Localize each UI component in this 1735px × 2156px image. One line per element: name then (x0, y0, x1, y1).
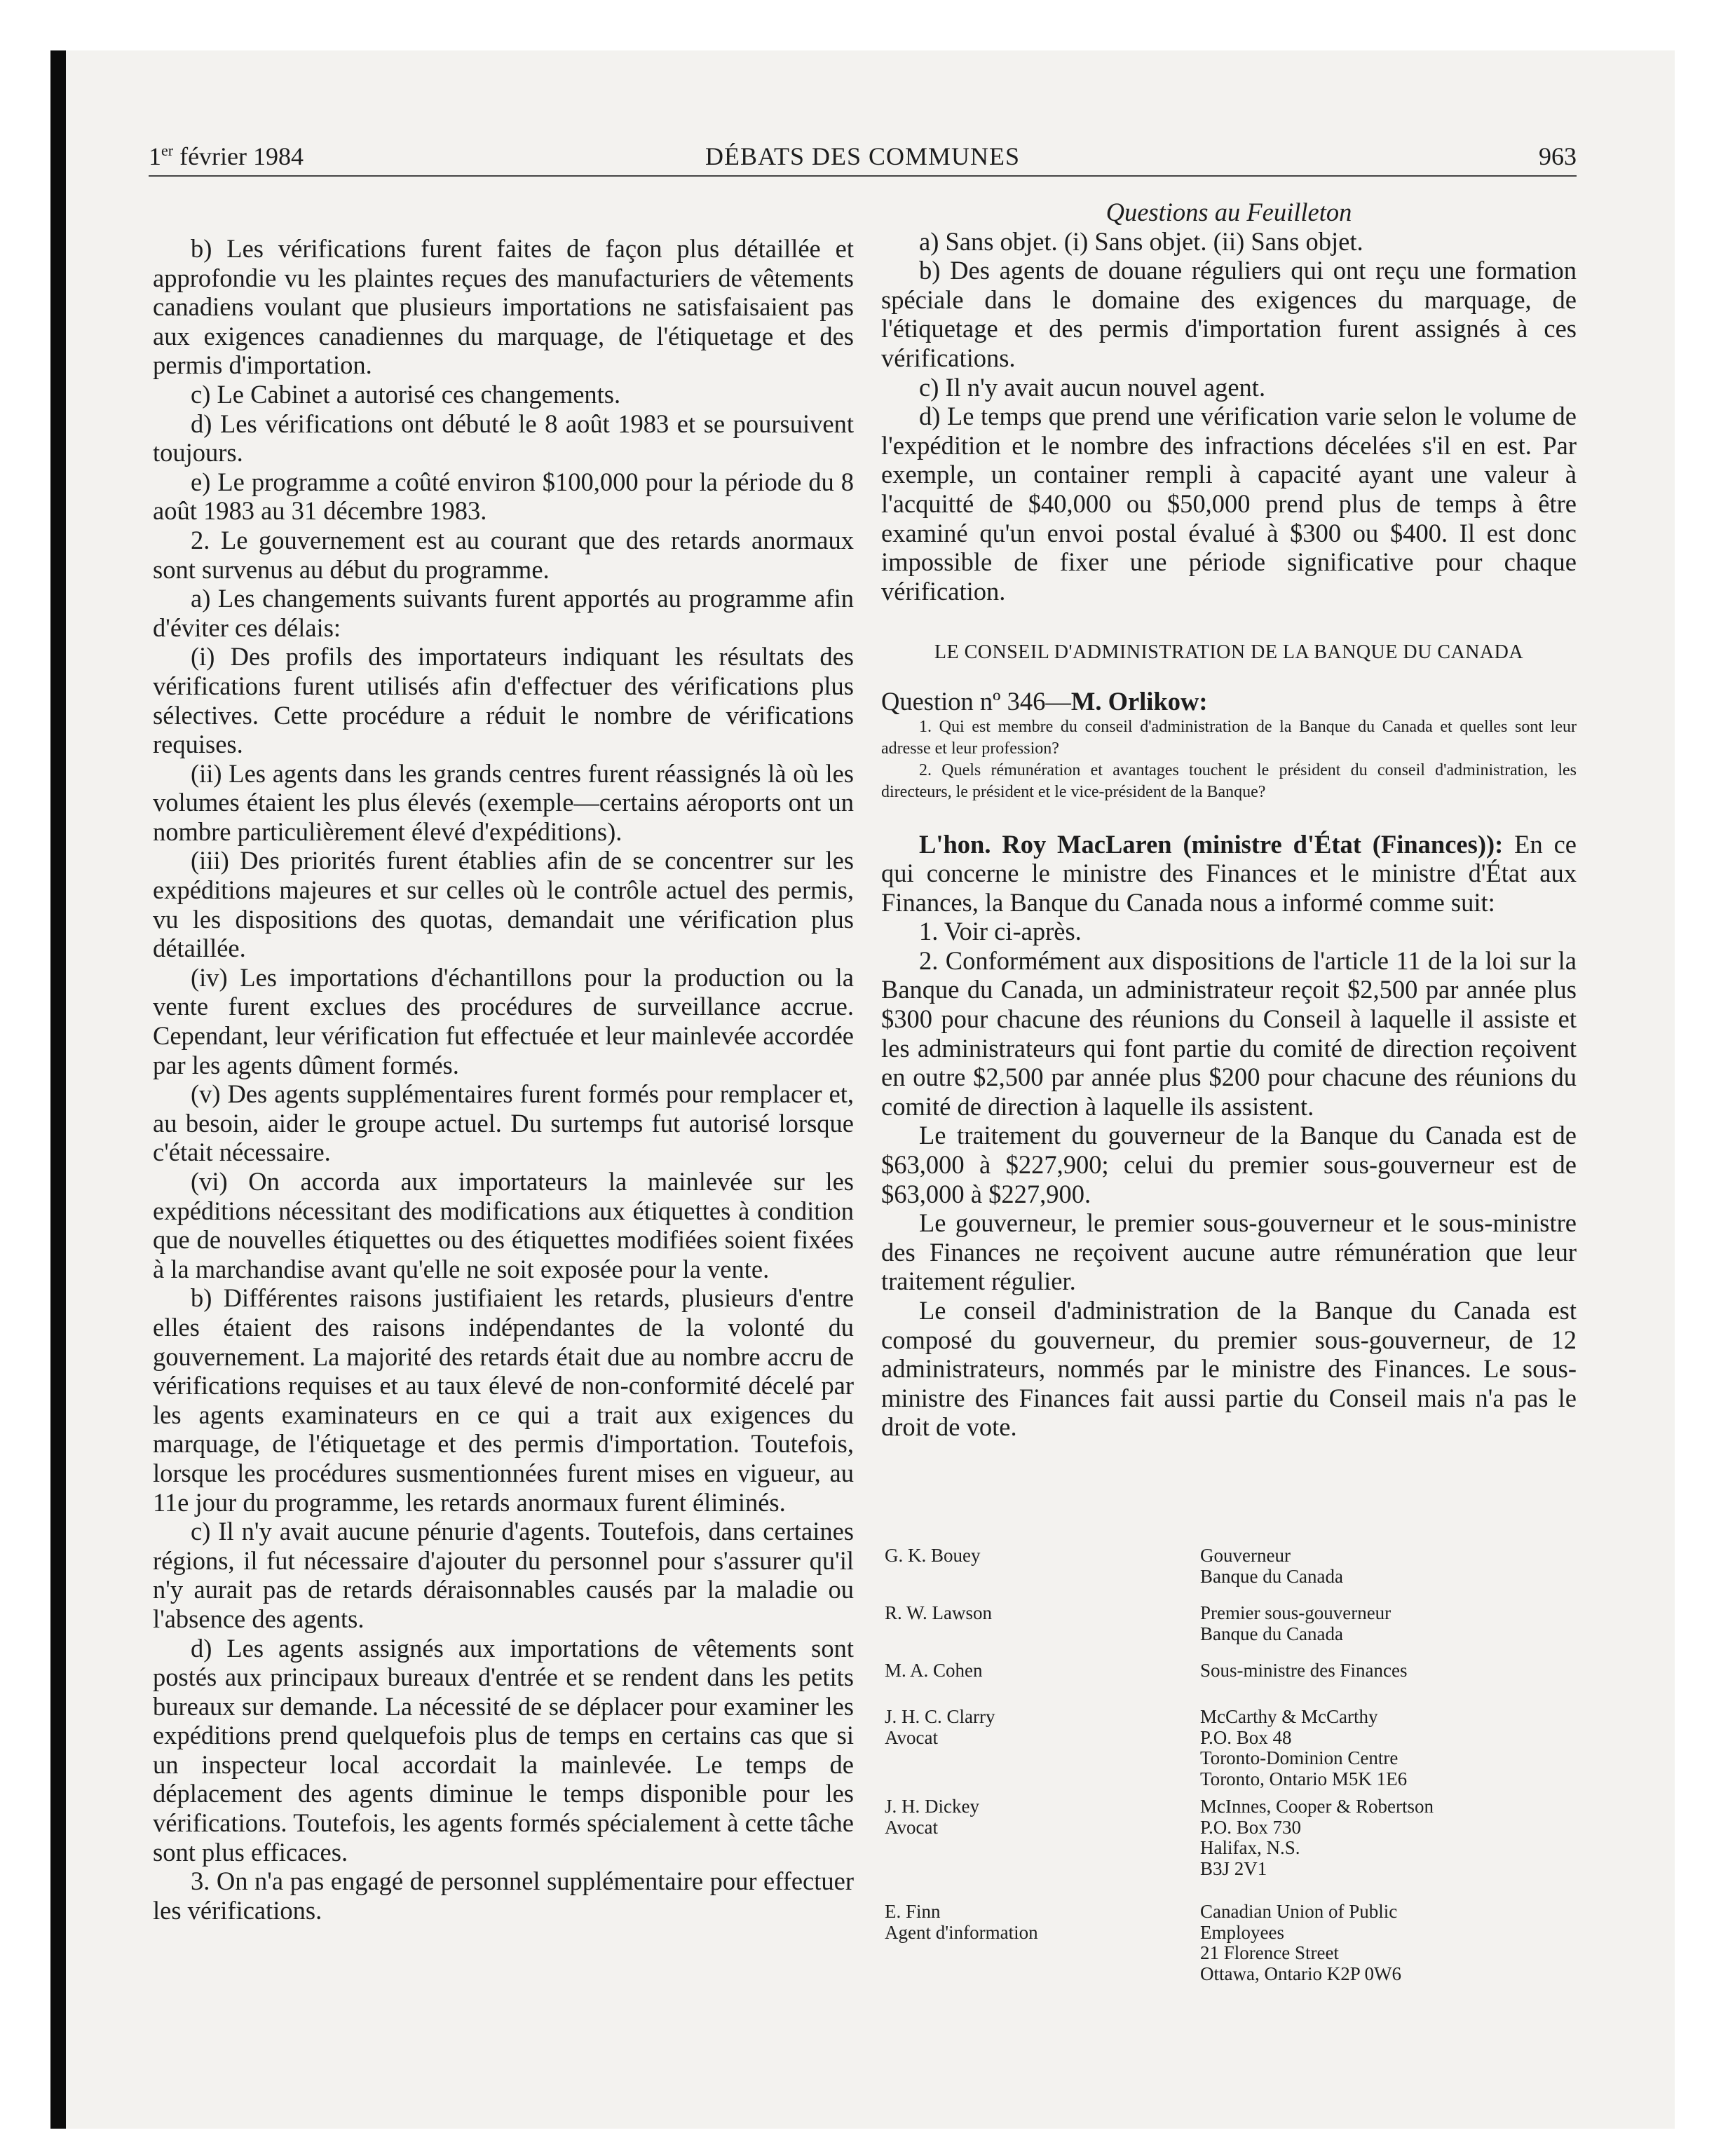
member-role-line: Toronto-Dominion Centre (1200, 1747, 1399, 1768)
member-name (885, 1902, 1179, 1943)
member-role-line: P.O. Box 730 (1200, 1816, 1302, 1838)
left-paragraph: a) Les changements suivants furent apportés au programme afin d'éviter ces délais: (153, 584, 854, 642)
member-name-line: Avocat (885, 1816, 938, 1838)
header-title: DÉBATS DES COMMUNES (705, 142, 1021, 170)
member-role-line: 21 Florence Street (1200, 1942, 1339, 1963)
member-name-line: E. Finn (885, 1901, 941, 1922)
section-title: LE CONSEIL D'ADMINISTRATION DE LA BANQUE DU CANADA (934, 641, 1524, 664)
member-role-line: McInnes, Cooper & Robertson (1200, 1796, 1434, 1817)
member-role (1200, 1660, 1579, 1681)
member-role (1200, 1603, 1579, 1644)
answer-intro (881, 830, 1577, 917)
question-number: Question nº 346— (881, 686, 1071, 716)
member-role (1200, 1902, 1579, 1984)
date-rest: février 1984 (173, 142, 304, 170)
left-paragraph: (i) Des profils des importateurs indiquant les résultats des vérifications furent utilisés afin d'effectuer des vérifications plus sélectives. Cette procédure a réduit le nombre de vérifications requises. (153, 642, 854, 759)
speaker-text: En ce qui concerne le ministre des Finances et le ministre d'État aux Finances, la Banque du Canada nous a informé comme suit: (881, 829, 1577, 917)
page-number: 963 (1539, 142, 1577, 170)
member-name-line: Avocat (885, 1726, 938, 1748)
member-name-line: Agent d'information (885, 1921, 1038, 1943)
member-role-line: Sous-ministre des Finances (1200, 1660, 1408, 1681)
left-paragraph: 3. On n'a pas engagé de personnel supplémentaire pour effectuer les vérifications. (153, 1867, 854, 1925)
left-paragraph: (v) Des agents supplémentaires furent formés pour remplacer et, au besoin, aider le groupe actuel. Du surtemps fut autorisé lorsque c'était nécessaire. (153, 1079, 854, 1167)
left-paragraph: (iv) Les importations d'échantillons pour la production ou la vente furent exclues des procédures de surveillance accrue. Cependant, leur vérification fut effectuée et leur mainlevée accordée par les agents dûment formés. (153, 962, 854, 1079)
member-name-line: R. W. Lawson (885, 1602, 993, 1623)
member-role-line: Banque du Canada (1200, 1623, 1343, 1644)
member-role-line: Toronto, Ontario M5K 1E6 (1200, 1768, 1408, 1789)
right-paragraph: c) Il n'y avait aucun nouvel agent. (919, 372, 1266, 402)
member-name (885, 1603, 1179, 1624)
header-rule (149, 175, 1577, 177)
member-name-line: M. A. Cohen (885, 1660, 983, 1681)
right-paragraph: d) Le temps que prend une vérification varie selon le volume de l'expédition et le nombre des infractions décelées s'il en est. Par exemple, un container rempli à capacité ayant une valeur à l'acquitté de $40,000 ou $50,000 prend plus de temps à être examiné qu'un envoi postal évalué à $300 ou $400. Il est donc impossible de fixer une période significative pour chaque vérification. (881, 402, 1577, 606)
left-paragraph: c) Il n'y avait aucune pénurie d'agents. Toutefois, dans certaines régions, il fut nécessaire d'ajouter du personnel pour s'assurer qu'il n'y aurait pas de retards déraisonnables causés par la maladie ou l'absence des agents. (153, 1517, 854, 1633)
left-paragraph: d) Les agents assignés aux importations de vêtements sont postés aux principaux bureaux d'entrée et se rendent dans les petits bureaux sur demande. La nécessité de se déplacer pour examiner les expéditions prend quelquefois plus de temps en certains cas que si un inspecteur local accordait la mainlevée. Le temps de déplacement des agents diminue le temps disponible pour les vérifications. Toutefois, les agents formés spécialement à cette tâche sont plus efficaces. (153, 1633, 854, 1867)
question-item: 2. Quels rémunération et avantages touchent le président du conseil d'administration, les directeurs, le président et le vice-président de la Banque? (881, 760, 1577, 801)
member-role-line: B3J 2V1 (1200, 1857, 1267, 1879)
right-column (881, 198, 1577, 1442)
left-paragraph: 2. Le gouvernement est au courant que des retards anormaux sont survenus au début du programme. (153, 525, 854, 584)
scan-edge (50, 50, 66, 2129)
question-item: 1. Qui est membre du conseil d'administration de la Banque du Canada et quelles sont leur adresse et leur profession? (881, 717, 1577, 758)
member-role-line: Banque du Canada (1200, 1565, 1343, 1587)
member-role-line: Canadian Union of Public (1200, 1901, 1398, 1922)
member-role-line: Premier sous-gouverneur (1200, 1602, 1392, 1623)
left-paragraph: (vi) On accorda aux importateurs la mainlevée sur les expéditions nécessitant des modifications aux étiquettes à condition que de nouvelles étiquettes ou des étiquettes modifiées soient fixées à la marchandise avant qu'elle ne soit exposée pour la vente. (153, 1167, 854, 1283)
answer-paragraph: 2. Conformément aux dispositions de l'article 11 de la loi sur la Banque du Canada, un administrateur reçoit $2,500 par année plus $300 pour chacune des réunions du Conseil à laquelle il assiste et les administrateurs qui font partie du comité de direction reçoivent en outre $2,500 par année plus $200 pour chacune des réunions du comité de direction à laquelle ils assistent. (881, 946, 1577, 1121)
member-role (1200, 1546, 1579, 1587)
left-paragraph: b) Les vérifications furent faites de façon plus détaillée et approfondie vu les plaintes reçues des manufacturiers de vêtements canadiens voulant que plusieurs importations ne satisfaisaient pas aux exigences canadiennes du marquage, de l'étiquetage et des permis d'importation. (153, 234, 854, 380)
member-role-line: Gouverneur (1200, 1545, 1291, 1566)
date-superscript: er (161, 142, 174, 159)
running-head: Questions au Feuilleton (1105, 198, 1352, 226)
answer-paragraph: 1. Voir ci-après. (919, 917, 1082, 946)
question-heading (881, 687, 1577, 716)
member-name-line: G. K. Bouey (885, 1545, 981, 1566)
member-role (1200, 1796, 1579, 1879)
member-name-line: J. H. Dickey (885, 1796, 979, 1817)
member-role-line: P.O. Box 48 (1200, 1726, 1292, 1748)
member-name (885, 1546, 1179, 1567)
answer-paragraph: Le conseil d'administration de la Banque du Canada est composé du gouverneur, du premier sous-gouverneur, de 12 administrateurs, nommés par le ministre des Finances. Le sous-ministre des Finances fait aussi partie du Conseil mais n'a pas le droit de vote. (881, 1296, 1577, 1442)
left-paragraph: (ii) Les agents dans les grands centres furent réassignés là où les volumes étaient les plus élevés (exemple—certains aéroports ont un nombre particulièrement élevé d'expéditions). (153, 758, 854, 846)
right-paragraph: b) Des agents de douane réguliers qui ont reçu une formation spéciale dans le domaine des exigences du marquage, de l'étiquetage et des permis d'importation furent assignés à ces vérifications. (881, 256, 1577, 372)
left-paragraph: e) Le programme a coûté environ $100,000 pour la période du 8 août 1983 au 31 décembre 1983. (153, 467, 854, 526)
member-role-line: McCarthy & McCarthy (1200, 1706, 1378, 1727)
answer-paragraph: Le gouverneur, le premier sous-gouverneur et le sous-ministre des Finances ne reçoivent aucune autre rémunération que leur traitement régulier. (881, 1208, 1577, 1296)
member-role-line: Halifax, N.S. (1200, 1837, 1300, 1858)
member-role-line: Ottawa, Ontario K2P 0W6 (1200, 1963, 1401, 1984)
left-paragraph: d) Les vérifications ont débuté le 8 août 1983 et se poursuivent toujours. (153, 409, 854, 468)
member-role-line: Employees (1200, 1921, 1284, 1943)
member-name (885, 1707, 1179, 1748)
member-name-line: J. H. C. Clarry (885, 1706, 995, 1727)
answer-paragraph: Le traitement du gouverneur de la Banque du Canada est de $63,000 à $227,900; celui du premier sous-gouverneur est de $63,000 à $227,900. (881, 1121, 1577, 1208)
member-name (885, 1660, 1179, 1681)
left-paragraph: c) Le Cabinet a autorisé ces changements. (191, 379, 621, 409)
left-paragraph: b) Différentes raisons justifiaient les retards, plusieurs d'entre elles étaient des raisons indépendantes de la volonté du gouvernement. La majorité des retards était due au nombre accru de vérifications requises et au taux élevé de non-conformité décelé par les agents examinateurs en ce qui a trait aux exigences du marquage, de l'étiquetage et des permis d'importation. Toutefois, lorsque les procédures susmentionnées furent mises en vigueur, au 11e jour du programme, les retards anormaux furent éliminés. (153, 1283, 854, 1517)
left-paragraph: (iii) Des priorités furent établies afin de se concentrer sur les expéditions majeures et sur celles où le contrôle actuel des permis, vu les dispositions des quotas, demandait une vérification plus détaillée. (153, 846, 854, 963)
date-day: 1 (149, 142, 161, 170)
speaker-name: L'hon. Roy MacLaren (ministre d'État (Finances)): (919, 829, 1504, 859)
member-name (885, 1796, 1179, 1838)
left-column (153, 198, 854, 1925)
question-author: M. Orlikow: (1070, 686, 1208, 716)
right-paragraph: a) Sans objet. (i) Sans objet. (ii) Sans objet. (919, 226, 1363, 256)
member-role (1200, 1707, 1579, 1789)
